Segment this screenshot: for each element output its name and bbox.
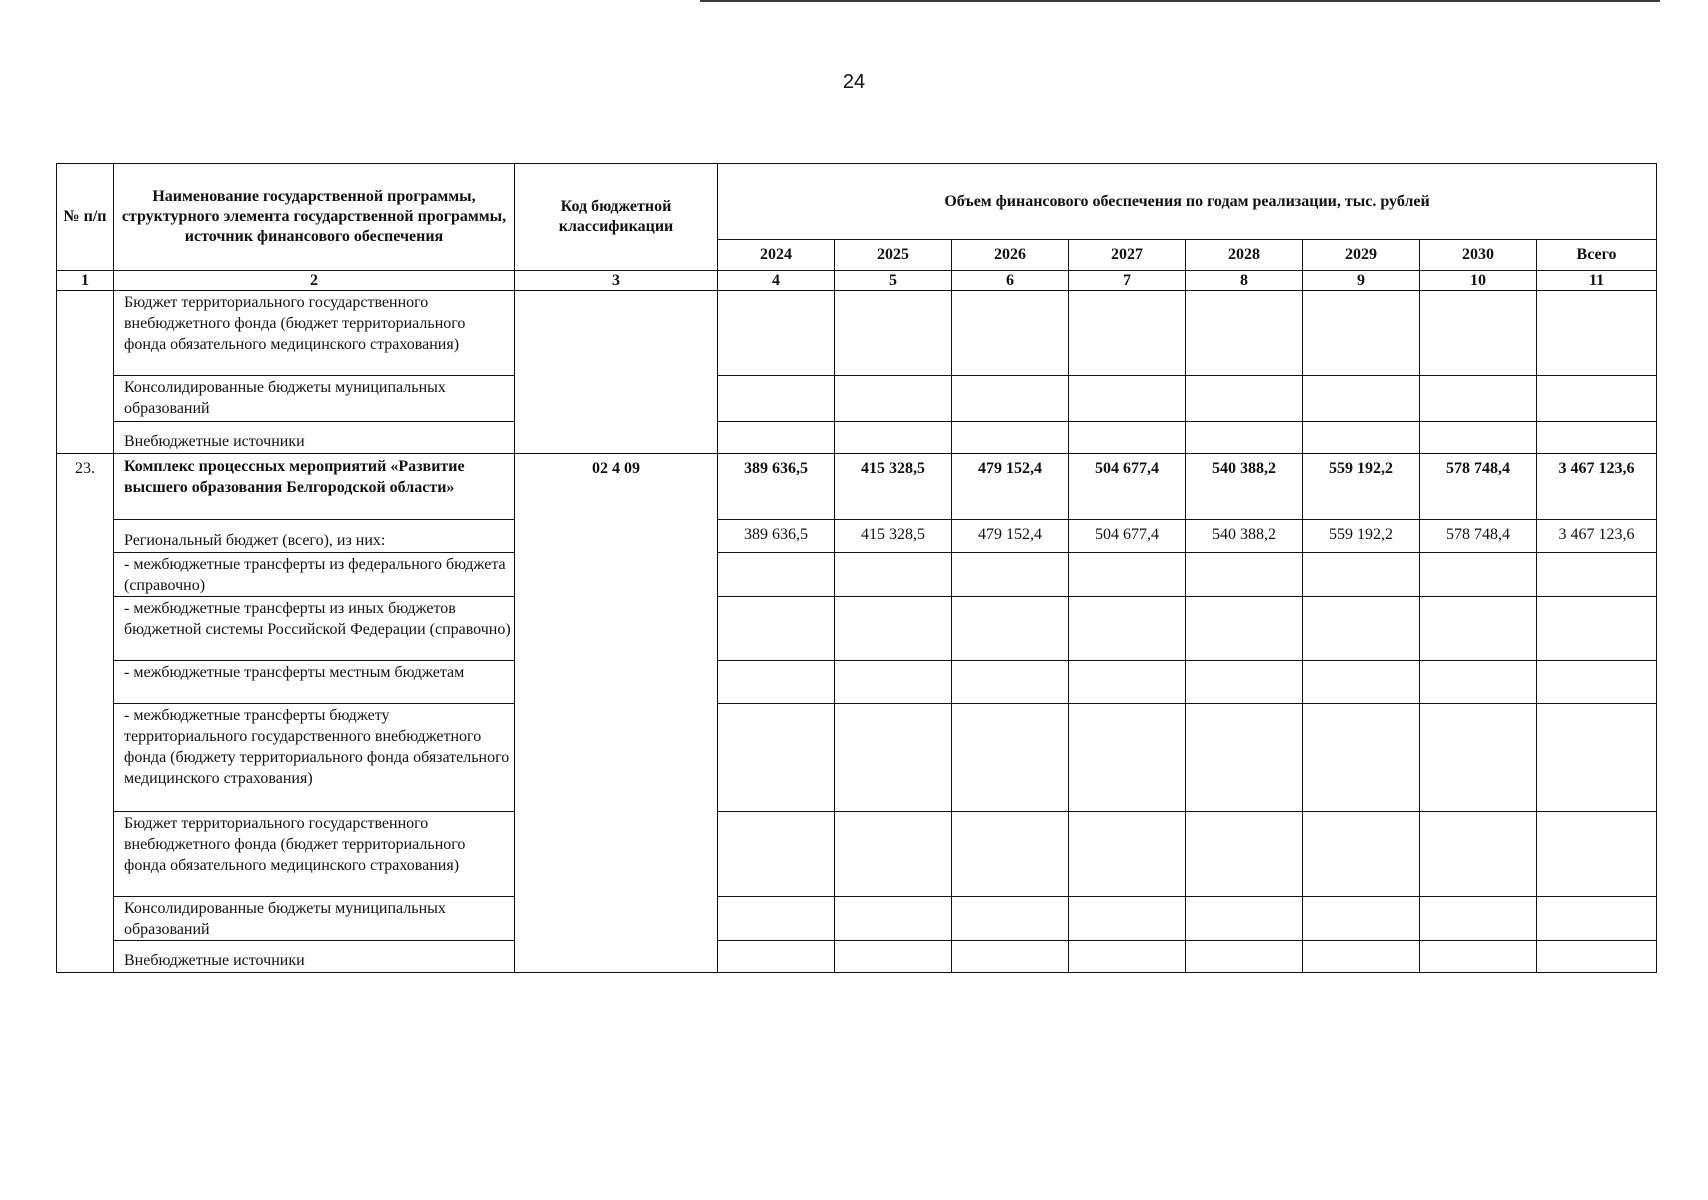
- column-number: 2: [114, 271, 515, 291]
- value-cell: 3 467 123,6: [1537, 520, 1657, 553]
- value-cell: [718, 553, 835, 597]
- value-cell: 578 748,4: [1420, 454, 1537, 520]
- value-cell: [718, 812, 835, 897]
- source-label: Консолидированные бюджеты муниципальных образований: [114, 897, 515, 941]
- table-row: [57, 291, 1657, 376]
- table-row: [57, 553, 1657, 597]
- value-cell: [1537, 597, 1657, 661]
- value-cell: [952, 376, 1069, 422]
- header-no: № п/п: [57, 164, 114, 271]
- table-row: [57, 376, 1657, 422]
- column-number: 11: [1537, 271, 1657, 291]
- value-cell: 415 328,5: [835, 520, 952, 553]
- value-cell: [1069, 704, 1186, 812]
- value-cell: [835, 941, 952, 973]
- value-cell: 540 388,2: [1186, 520, 1303, 553]
- value-cell: [1186, 897, 1303, 941]
- value-cell: [1537, 812, 1657, 897]
- header-year: 2024: [718, 240, 835, 271]
- value-cell: [1303, 597, 1420, 661]
- value-cell: [1069, 897, 1186, 941]
- cell-empty: [515, 291, 718, 454]
- value-cell: [835, 376, 952, 422]
- value-cell: [835, 812, 952, 897]
- value-cell: [718, 376, 835, 422]
- value-cell: [1186, 597, 1303, 661]
- column-number: 4: [718, 271, 835, 291]
- header-year: 2025: [835, 240, 952, 271]
- value-cell: [1186, 941, 1303, 973]
- value-cell: [1537, 897, 1657, 941]
- value-cell: [1069, 422, 1186, 454]
- value-cell: [835, 897, 952, 941]
- value-cell: [1186, 812, 1303, 897]
- table-row: [57, 812, 1657, 897]
- value-cell: 479 152,4: [952, 520, 1069, 553]
- value-cell: [1069, 941, 1186, 973]
- value-cell: [835, 597, 952, 661]
- value-cell: [1537, 661, 1657, 704]
- value-cell: [1186, 661, 1303, 704]
- header-year: 2028: [1186, 240, 1303, 271]
- header-year: 2026: [952, 240, 1069, 271]
- value-cell: [1537, 704, 1657, 812]
- value-cell: [1069, 597, 1186, 661]
- value-cell: [1420, 422, 1537, 454]
- value-cell: [718, 422, 835, 454]
- value-cell: [1303, 704, 1420, 812]
- column-number: 7: [1069, 271, 1186, 291]
- page-number: 24: [842, 71, 866, 93]
- value-cell: [1303, 422, 1420, 454]
- value-cell: [835, 422, 952, 454]
- value-cell: [1303, 553, 1420, 597]
- value-cell: [1420, 376, 1537, 422]
- table-row: [57, 941, 1657, 973]
- source-label: - межбюджетные трансферты местным бюджетам: [114, 661, 515, 704]
- table-row: [57, 454, 1657, 520]
- value-cell: 578 748,4: [1420, 520, 1537, 553]
- value-cell: [718, 597, 835, 661]
- value-cell: [952, 291, 1069, 376]
- item-number: 23.: [57, 454, 114, 973]
- value-cell: [1537, 553, 1657, 597]
- value-cell: [952, 897, 1069, 941]
- value-cell: [718, 704, 835, 812]
- value-cell: [1069, 553, 1186, 597]
- source-label: Региональный бюджет (всего), из них:: [114, 520, 515, 553]
- value-cell: [1303, 661, 1420, 704]
- column-number: 10: [1420, 271, 1537, 291]
- value-cell: [952, 553, 1069, 597]
- value-cell: [1420, 897, 1537, 941]
- value-cell: [1303, 376, 1420, 422]
- column-number: 3: [515, 271, 718, 291]
- value-cell: [1537, 422, 1657, 454]
- value-cell: [835, 704, 952, 812]
- source-label: Бюджет территориального государственного внебюджетного фонда (бюджет территориального фонда обязательного медицинского страхования): [114, 291, 515, 376]
- item-code: 02 4 09: [515, 454, 718, 973]
- source-label: - межбюджетные трансферты из иных бюджетов бюджетной системы Российской Федерации (справочно): [114, 597, 515, 661]
- source-label: Внебюджетные источники: [114, 941, 515, 973]
- header-volume: Объем финансового обеспечения по годам реализации, тыс. рублей: [718, 164, 1657, 240]
- source-label: Внебюджетные источники: [114, 422, 515, 454]
- value-cell: [1186, 553, 1303, 597]
- financing-table: [56, 163, 1657, 973]
- value-cell: 3 467 123,6: [1537, 454, 1657, 520]
- value-cell: [1303, 897, 1420, 941]
- value-cell: [1303, 812, 1420, 897]
- value-cell: 389 636,5: [718, 454, 835, 520]
- header-year: 2030: [1420, 240, 1537, 271]
- source-label: Консолидированные бюджеты муниципальных образований: [114, 376, 515, 422]
- table-row: [57, 897, 1657, 941]
- item-name: Комплекс процессных мероприятий «Развитие высшего образования Белгородской области»: [114, 454, 515, 520]
- value-cell: 540 388,2: [1186, 454, 1303, 520]
- value-cell: 389 636,5: [718, 520, 835, 553]
- value-cell: [1069, 291, 1186, 376]
- value-cell: [718, 661, 835, 704]
- column-number: 5: [835, 271, 952, 291]
- value-cell: [1420, 812, 1537, 897]
- header-year: 2029: [1303, 240, 1420, 271]
- value-cell: [952, 597, 1069, 661]
- column-number: 6: [952, 271, 1069, 291]
- value-cell: [1186, 422, 1303, 454]
- value-cell: [1186, 704, 1303, 812]
- source-label: - межбюджетные трансферты из федерального бюджета (справочно): [114, 553, 515, 597]
- value-cell: 559 192,2: [1303, 454, 1420, 520]
- header-total: Всего: [1537, 240, 1657, 271]
- value-cell: [835, 553, 952, 597]
- value-cell: [1186, 291, 1303, 376]
- value-cell: [952, 422, 1069, 454]
- header-code: Код бюджетной классификации: [515, 164, 718, 271]
- value-cell: [952, 661, 1069, 704]
- value-cell: [1186, 376, 1303, 422]
- table-row: [57, 661, 1657, 704]
- column-number: 8: [1186, 271, 1303, 291]
- value-cell: [1537, 291, 1657, 376]
- top-rule: [700, 0, 1660, 2]
- table-row: [57, 704, 1657, 812]
- value-cell: [1420, 597, 1537, 661]
- value-cell: 415 328,5: [835, 454, 952, 520]
- header-name: Наименование государственной программы, структурного элемента государственной программы, источник финансового обеспечения: [114, 164, 515, 271]
- value-cell: [1420, 941, 1537, 973]
- header-year: 2027: [1069, 240, 1186, 271]
- value-cell: [718, 291, 835, 376]
- value-cell: [952, 812, 1069, 897]
- column-number: 9: [1303, 271, 1420, 291]
- source-label: - межбюджетные трансферты бюджету территориального государственного внебюджетного фонда (бюджету территориального фонда обязательного медицинского страхования): [114, 704, 515, 812]
- cell-empty: [57, 291, 114, 454]
- value-cell: [835, 661, 952, 704]
- value-cell: [718, 941, 835, 973]
- column-number: 1: [57, 271, 114, 291]
- value-cell: [1069, 376, 1186, 422]
- table-row: [57, 422, 1657, 454]
- value-cell: [1303, 941, 1420, 973]
- value-cell: [1420, 553, 1537, 597]
- value-cell: [1537, 376, 1657, 422]
- value-cell: 479 152,4: [952, 454, 1069, 520]
- value-cell: 559 192,2: [1303, 520, 1420, 553]
- value-cell: [1420, 704, 1537, 812]
- value-cell: [1420, 661, 1537, 704]
- source-label: Бюджет территориального государственного внебюджетного фонда (бюджет территориального фонда обязательного медицинского страхования): [114, 812, 515, 897]
- value-cell: 504 677,4: [1069, 520, 1186, 553]
- value-cell: [1069, 812, 1186, 897]
- table-row: [57, 597, 1657, 661]
- value-cell: [1420, 291, 1537, 376]
- value-cell: [835, 291, 952, 376]
- value-cell: [952, 704, 1069, 812]
- table-row: [57, 520, 1657, 553]
- column-number-row: [57, 271, 1657, 291]
- value-cell: [1537, 941, 1657, 973]
- value-cell: [952, 941, 1069, 973]
- value-cell: [718, 897, 835, 941]
- value-cell: 504 677,4: [1069, 454, 1186, 520]
- value-cell: [1069, 661, 1186, 704]
- value-cell: [1303, 291, 1420, 376]
